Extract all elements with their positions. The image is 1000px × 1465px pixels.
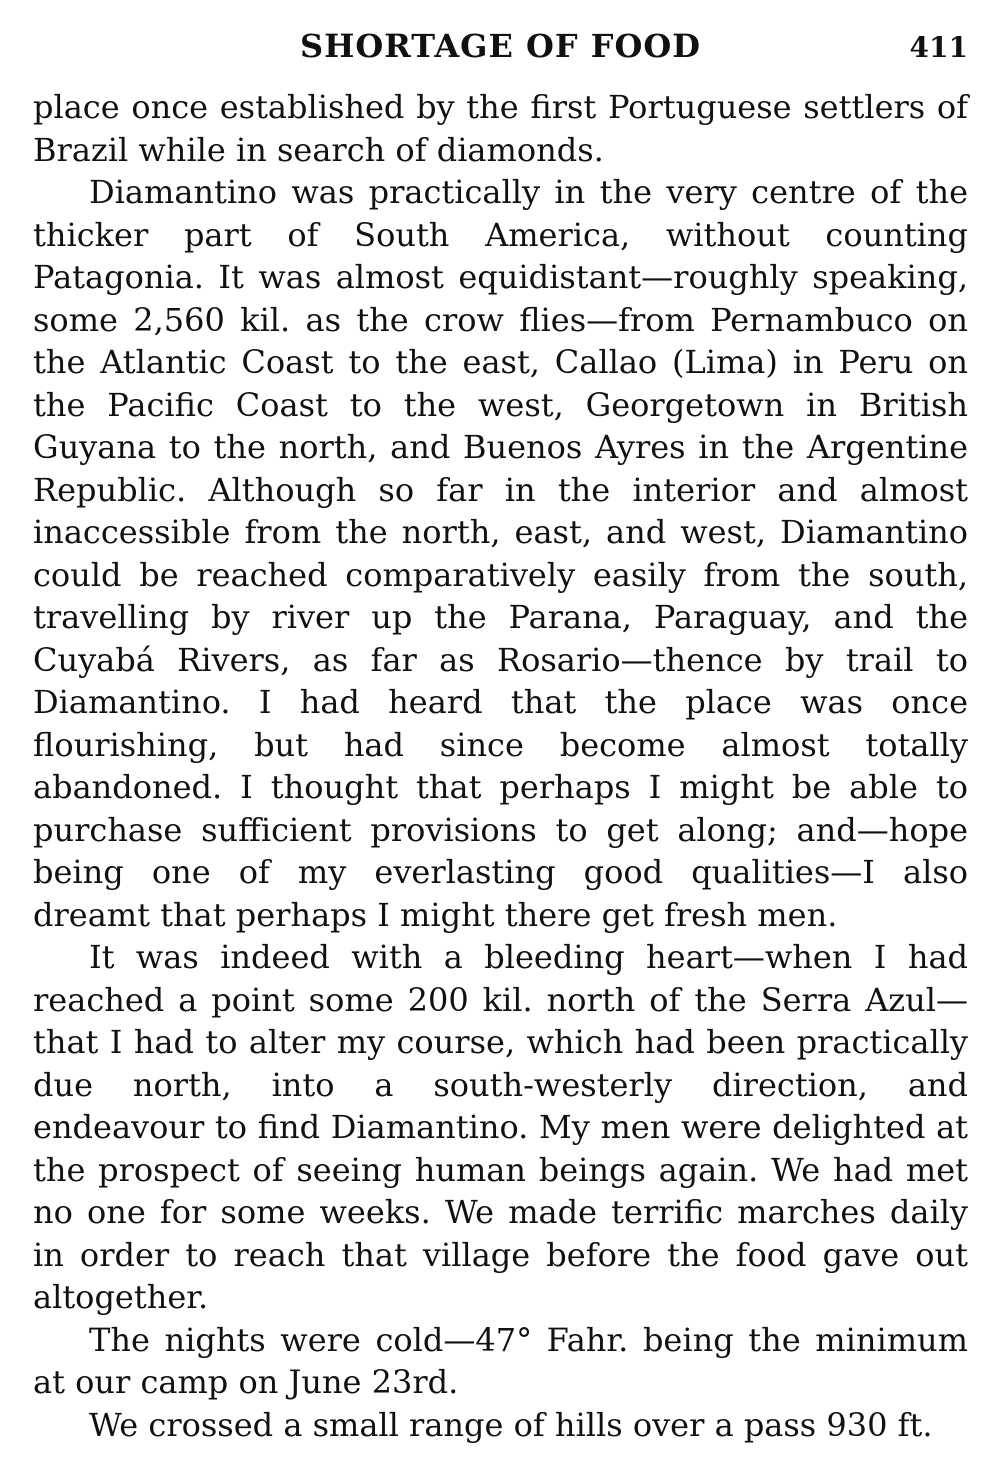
paragraph-continuation: place once established by the first Portuguese settlers of Brazil while in search of diamonds.	[33, 88, 968, 169]
book-page	[33, 20, 968, 1445]
body-text	[33, 86, 968, 1446]
chapter-running-title: SHORTAGE OF FOOD	[300, 27, 701, 65]
paragraph: It was indeed with a bleeding heart—when I had reached a point some 200 kil. north of the Serra Azul—that I had to alter my course, which had been practically due north, into a south-westerly direction, and endeavour to find Diamantino. My men were delighted at the prospect of seeing human beings again. We had met no one for some weeks. We made terrific marches daily in order to reach that village before the food gave out altogether.	[33, 938, 968, 1316]
paragraph: The nights were cold—47° Fahr. being the minimum at our camp on June 23rd.	[33, 1320, 968, 1401]
page-number: 411	[909, 31, 968, 64]
paragraph: We crossed a small range of hills over a pass 930 ft.	[89, 1405, 933, 1444]
paragraph: Diamantino was practically in the very centre of the thicker part of South America, without counting Patagonia. It was almost equidistant—roughly speaking, some 2,560 kil. as the crow flies—from Pernambuco on the Atlantic Coast to the east, Callao (Lima) in Peru on the Pacific Coast to the west, Georgetown in British Guyana to the north, and Buenos Ayres in the Argentine Republic. Although so far in the interior and almost inaccessible from the north, east, and west, Diamantino could be reached comparatively easily from the south, travelling by river up the Parana, Paraguay, and the Cuyabá Rivers, as far as Rosario—thence by trail to Diamantino. I had heard that the place was once flourishing, but had since become almost totally abandoned. I thought that perhaps I might be able to purchase sufficient provisions to get along; and—hope being one of my everlasting good qualities—I also dreamt that perhaps I might there get fresh men.	[33, 173, 968, 934]
running-header	[33, 20, 968, 72]
